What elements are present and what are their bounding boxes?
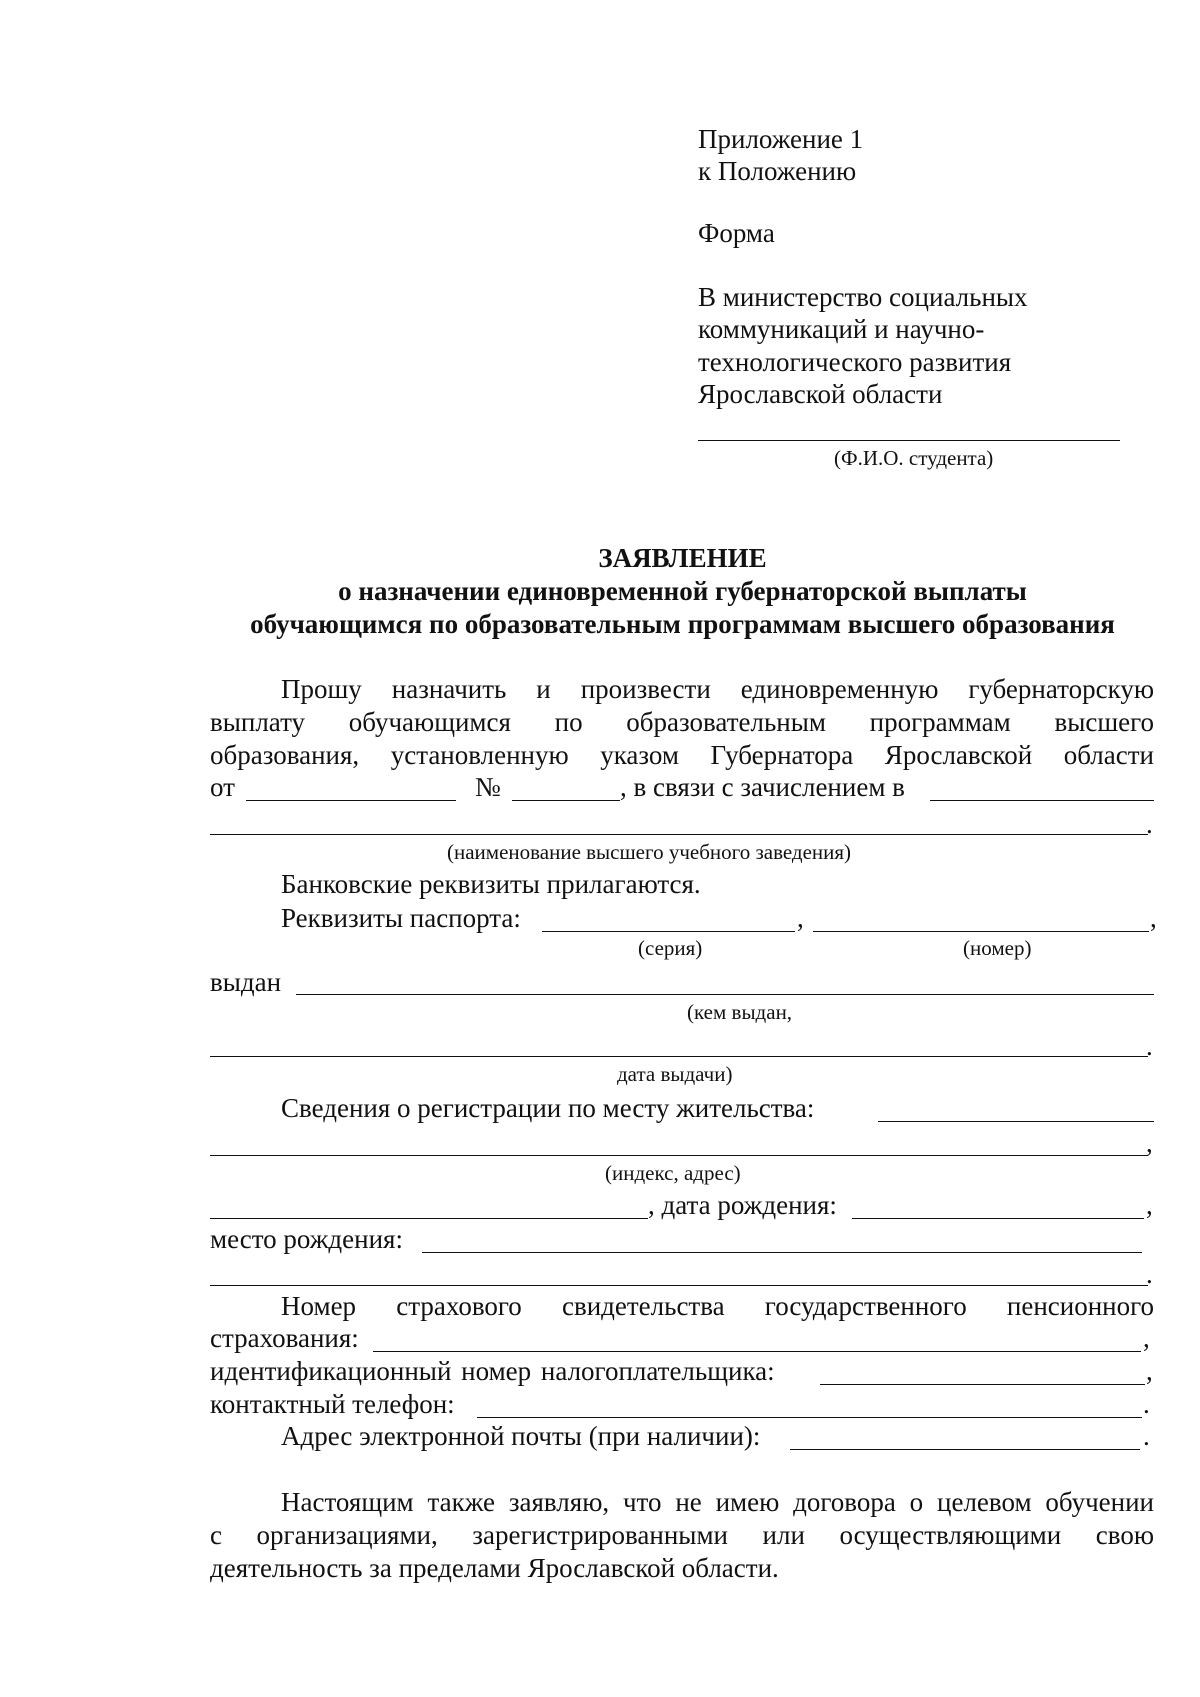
comma-mark: , [1146,1190,1153,1220]
comma-mark: , [1143,1323,1150,1353]
addressee-line-2: коммуникаций и научно- [698,314,985,344]
university-hint: (наименование высшего учебного заведения) [447,840,852,864]
addressee-line-1: В министерство социальных [698,282,1028,312]
comma-mark: , [1150,903,1157,933]
number-hint: (номер) [963,936,1032,960]
registration-field-start[interactable] [878,1121,1154,1122]
issued-by-hint: (кем выдан, [687,1000,793,1024]
declaration-line-2: с организациями, зарегистрированными или осуществляющими свою [210,1520,1154,1550]
bank-details-text: Банковские реквизиты прилагаются. [281,869,701,899]
birth-place-field[interactable] [422,1252,1142,1253]
document-title: ЗАЯВЛЕНИЕ [598,543,767,573]
student-name-hint: (Ф.И.О. студента) [834,446,994,470]
issued-by-field[interactable] [296,994,1154,995]
document-subtitle-line-2: обучающимся по образовательным программам высшего образования [250,609,1115,639]
birth-place-field-continued[interactable] [210,1285,1148,1286]
regulation-label: к Положению [698,156,857,186]
decree-date-field[interactable] [246,800,456,801]
passport-label: Реквизиты паспорта: [281,903,521,933]
passport-number-field[interactable] [813,931,1149,932]
comma-mark: , [797,903,804,933]
form-label: Форма [698,218,775,248]
phone-field[interactable] [477,1417,1142,1418]
series-hint: (серия) [638,936,703,960]
snils-label: страхования: [210,1323,359,1353]
declaration-line-1: Настоящим также заявляю, что не имею договора о целевом обучении [281,1487,1154,1517]
decree-number-field[interactable] [512,800,620,801]
birth-date-field[interactable] [852,1218,1144,1219]
request-line-3: образования, установленную указом Губернатора Ярославской области [210,740,1154,770]
email-field[interactable] [790,1449,1140,1450]
snils-field[interactable] [373,1351,1141,1352]
decree-number-label: № [475,772,501,802]
registration-label: Сведения о регистрации по месту жительства: [281,1093,815,1123]
period-mark: . [1146,1259,1153,1289]
snils-line-1: Номер страхового свидетельства государственного пенсионного [281,1291,1154,1321]
document-subtitle-line-1: о назначении единовременной губернаторской выплаты [338,576,1027,606]
university-field-start[interactable] [930,800,1154,801]
inn-label: идентификационный номер налогоплательщика: [210,1356,775,1386]
addressee-line-3: технологического развития [698,347,1012,377]
phone-label: контактный телефон: [210,1389,455,1419]
comma-mark: , [1146,1128,1153,1158]
addressee-line-4: Ярославской области [698,379,943,409]
issue-date-hint: дата выдачи) [617,1062,733,1086]
issue-date-field[interactable] [210,1056,1148,1057]
issued-label: выдан [210,967,282,997]
inn-field[interactable] [820,1384,1145,1385]
period-mark: . [1143,1421,1150,1451]
period-mark: . [1146,809,1153,839]
declaration-line-3: деятельность за пределами Ярославской области. [210,1553,779,1583]
period-mark: . [1146,1031,1153,1061]
birth-date-label: , дата рождения: [648,1190,837,1220]
university-field[interactable] [210,834,1148,835]
appendix-label: Приложение 1 [698,124,864,154]
address-hint: (индекс, адрес) [605,1161,741,1185]
comma-mark: , [1146,1356,1153,1386]
registration-address-field[interactable] [210,1155,1148,1156]
period-mark: . [1143,1389,1150,1419]
birth-place-label: место рождения: [210,1224,403,1254]
student-name-field[interactable] [698,440,1120,441]
email-label: Адрес электронной почты (при наличии): [281,1421,761,1451]
decree-from-label: от [210,772,235,802]
request-line-2: выплату обучающимся по образовательным программам высшего [210,707,1154,737]
request-line-1: Прошу назначить и произвести единовременную губернаторскую [281,674,1154,704]
enrollment-label: , в связи с зачислением в [620,772,905,802]
passport-series-field[interactable] [542,931,795,932]
address-field-end[interactable] [210,1218,648,1219]
